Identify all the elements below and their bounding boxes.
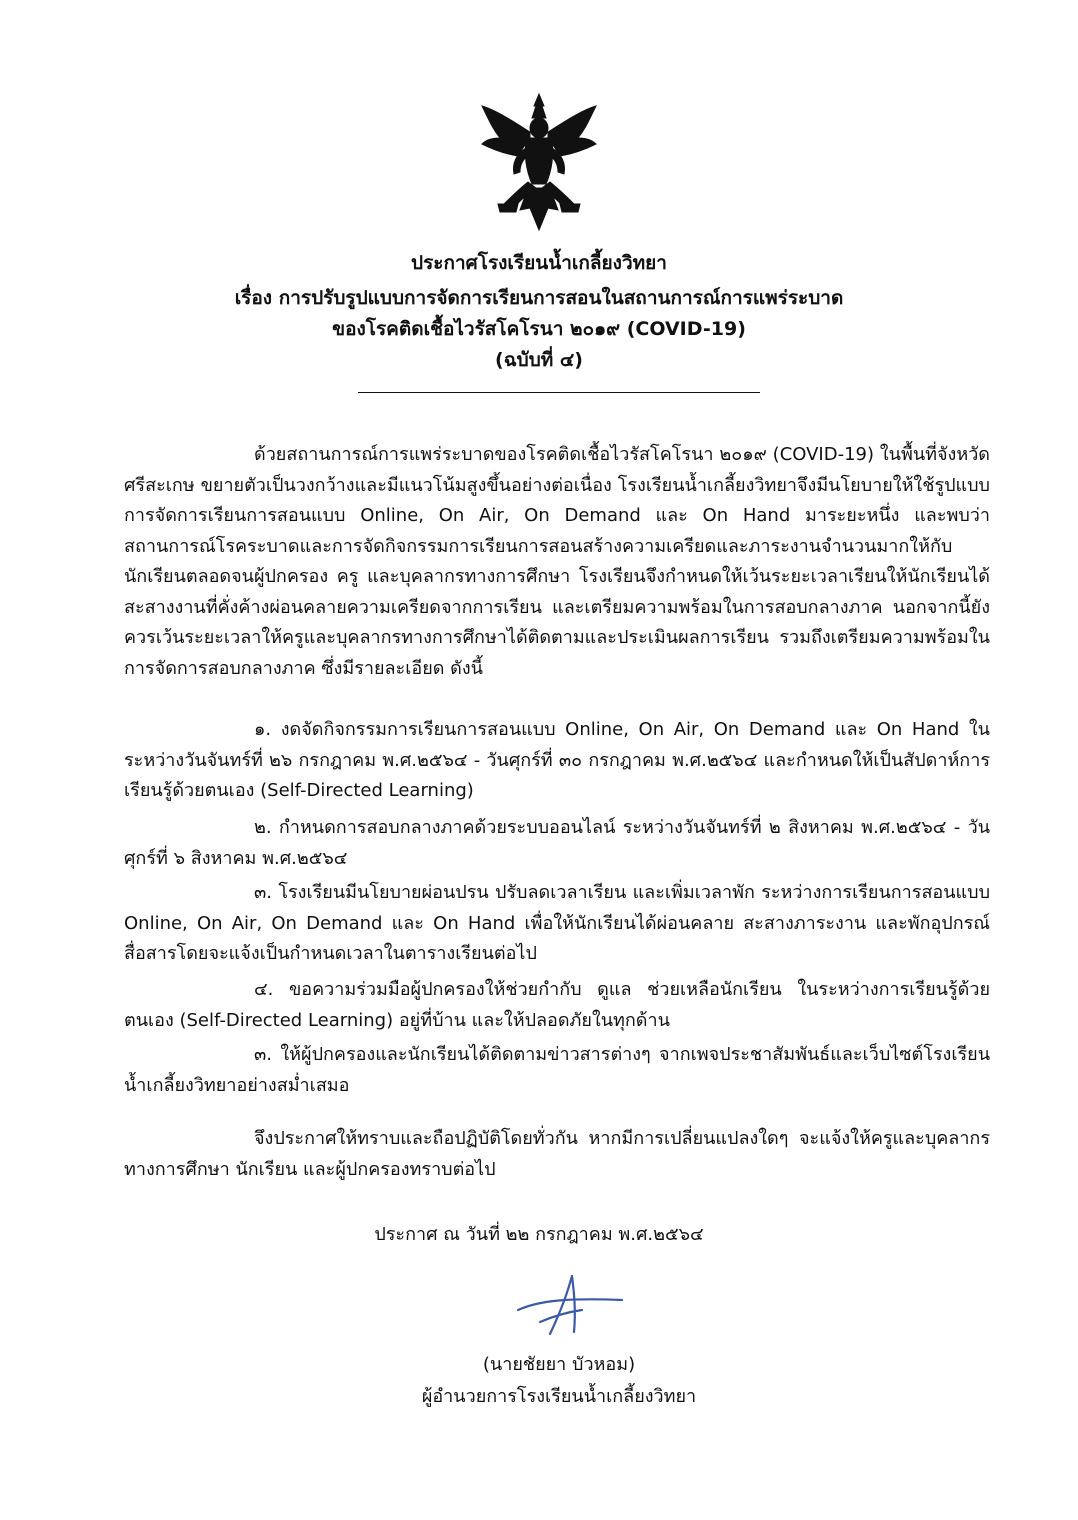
- list-item-text: ๓. โรงเรียนมีนโยบายผ่อนปรน ปรับลดเวลาเรียน และเพิ่มเวลาพัก ระหว่างการเรียนการสอนแบบ Online, On Air, On Demand และ On Hand เพื่อให้นักเรียนได้ผ่อนคลาย สะสางภาระงาน และพักอุปกรณ์สื่อสารโดยจะแจ้งเป็นกำหนดเวลาในตารางเรียนต่อไป: [124, 882, 990, 964]
- announcement-title: ประกาศโรงเรียนน้ำเกลี้ยงวิทยา: [411, 252, 667, 274]
- list-item-text: ๔. ขอความร่วมมือผู้ปกครองให้ช่วยกำกับ ดูแล ช่วยเหลือนักเรียน ในระหว่างการเรียนรู้ด้วยตนเอง (Self-Directed Learning) อยู่ที่บ้าน และให้ปลอดภัยในทุกด้าน: [124, 979, 990, 1031]
- announcement-issue-number: (ฉบับที่ ๔): [495, 349, 583, 371]
- list-item: [124, 813, 990, 874]
- intro-paragraph: [124, 440, 990, 684]
- announcement-date: ประกาศ ณ วันที่ ๒๒ กรกฎาคม พ.ศ.๒๕๖๔: [374, 1224, 704, 1245]
- list-item: [124, 878, 990, 970]
- signatory-position: ผู้อำนวยการโรงเรียนน้ำเกลี้ยงวิทยา: [421, 1386, 697, 1407]
- list-item-text: ๒. กำหนดการสอบกลางภาคด้วยระบบออนไลน์ ระหว่างวันจันทร์ที่ ๒ สิงหาคม พ.ศ.๒๕๖๔ - วันศุกร์ที่ ๖ สิงหาคม พ.ศ.๒๕๖๔: [124, 817, 990, 869]
- header-divider: [358, 392, 760, 393]
- signature-icon: [510, 1270, 630, 1340]
- list-item: [124, 1040, 990, 1101]
- intro-text: ด้วยสถานการณ์การแพร่ระบาดของโรคติดเชื้อไวรัสโคโรนา ๒๐๑๙ (COVID-19) ในพื้นที่จังหวัดศรีสะเกษ ขยายตัวเป็นวงกว้างและมีแนวโน้มสูงขึ้นอย่างต่อเนื่อง โรงเรียนน้ำเกลี้ยงวิทยาจึงมีนโยบายให้ใช้รูปแบบการจัดการเรียนการสอนแบบ Online, On Air, On Demand และ On Hand มาระยะหนึ่ง และพบว่า สถานการณ์โรคระบาดและการจัดกิจกรรมการเรียนการสอนสร้างความเครียดและภาระงานจำนวนมากให้กับนักเรียนตลอดจนผู้ปกครอง ครู และบุคลากรทางการศึกษา โรงเรียนจึงกำหนดให้เว้นระยะเวลาเรียนให้นักเรียนได้สะสางงานที่คั่งค้างผ่อนคลายความเครียดจากการเรียน และเตรียมความพร้อมในการสอบกลางภาค นอกจากนี้ยังควรเว้นระยะเวลาให้ครูและบุคลากรทางการศึกษาได้ติดตามและประเมินผลการเรียน รวมถึงเตรียมความพร้อมในการจัดการสอบกลางภาค ซึ่งมีรายละเอียด ดังนี้: [124, 444, 990, 679]
- list-item-text: ๓. ให้ผู้ปกครองและนักเรียนได้ติดตามข่าวสารต่างๆ จากเพจประชาสัมพันธ์และเว็บไซต์โรงเรียนน้ำเกลี้ยงวิทยาอย่างสม่ำเสมอ: [124, 1044, 990, 1096]
- announcement-subject-cont: ของโรคติดเชื้อไวรัสโคโรนา ๒๐๑๙ (COVID-19): [332, 318, 746, 340]
- list-item: [124, 715, 990, 807]
- list-item: [124, 975, 990, 1036]
- signatory-name: (นายชัยยา บัวหอม): [482, 1354, 636, 1375]
- announcement-subject: เรื่อง การปรับรูปแบบการจัดการเรียนการสอนในสถานการณ์การแพร่ระบาด: [234, 287, 844, 309]
- closing-paragraph: [124, 1124, 990, 1185]
- closing-text: จึงประกาศให้ทราบและถือปฏิบัติโดยทั่วกัน หากมีการเปลี่ยนแปลงใดๆ จะแจ้งให้ครูและบุคลากรทางการศึกษา นักเรียน และผู้ปกครองทราบต่อไป: [124, 1128, 990, 1180]
- list-item-text: ๑. งดจัดกิจกรรมการเรียนการสอนแบบ Online, On Air, On Demand และ On Hand ในระหว่างวันจันทร์ที่ ๒๖ กรกฎาคม พ.ศ.๒๕๖๔ - วันศุกร์ที่ ๓๐ กรกฎาคม พ.ศ.๒๕๖๔ และกำหนดให้เป็นสัปดาห์การเรียนรู้ด้วยตนเอง (Self-Directed Learning): [124, 719, 990, 801]
- garuda-emblem-icon: [478, 92, 600, 232]
